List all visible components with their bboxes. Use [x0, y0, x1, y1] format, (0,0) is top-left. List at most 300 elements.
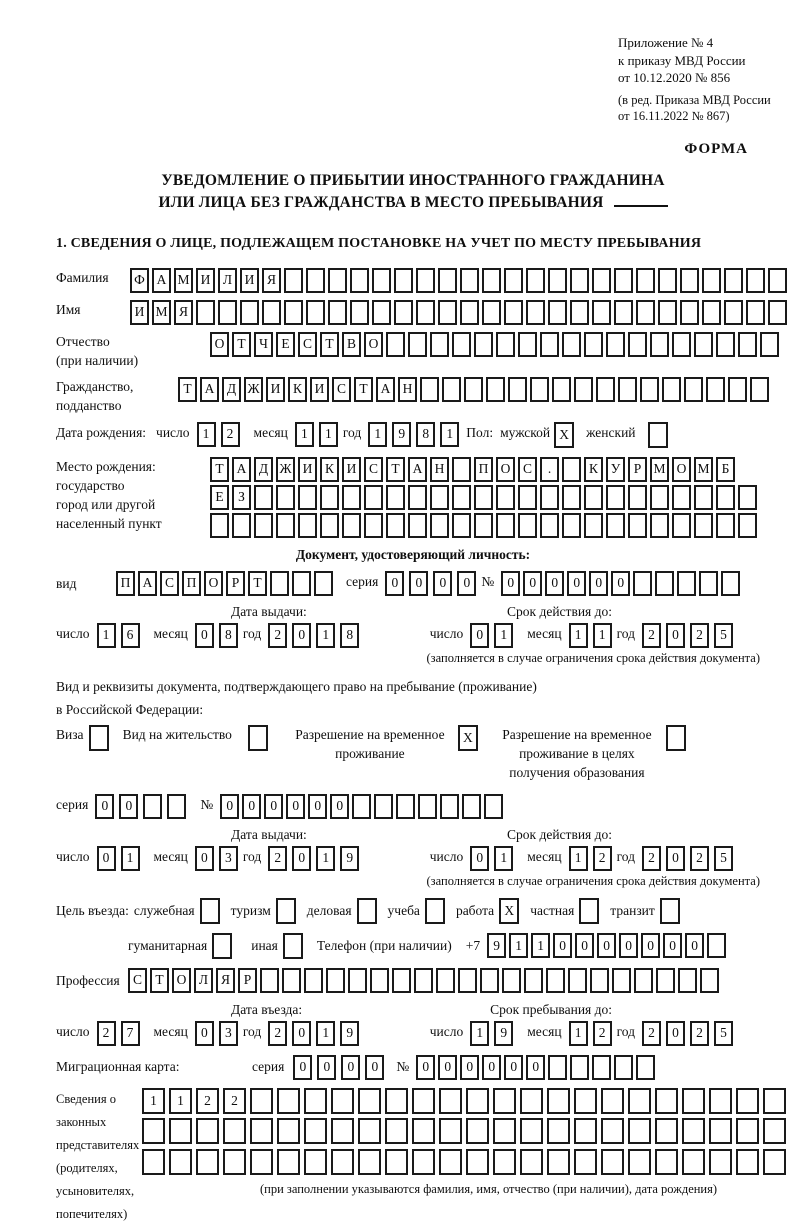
char-cell[interactable]: 8	[416, 422, 435, 447]
char-cell[interactable]	[385, 1149, 408, 1175]
char-cell[interactable]: 1	[531, 933, 550, 958]
char-cell[interactable]	[386, 513, 405, 538]
char-cell[interactable]	[636, 268, 655, 293]
char-cell[interactable]: 2	[221, 422, 240, 447]
checkbox-cell[interactable]	[666, 725, 686, 751]
char-cell[interactable]	[331, 1149, 354, 1175]
char-cell[interactable]	[408, 332, 427, 357]
char-cell[interactable]: 0	[264, 794, 283, 819]
char-cell[interactable]: 0	[292, 623, 311, 648]
char-cell[interactable]: 3	[219, 1021, 238, 1046]
char-cell[interactable]	[439, 1088, 462, 1114]
char-cell[interactable]	[282, 968, 301, 993]
char-cell[interactable]	[724, 268, 743, 293]
char-cell[interactable]	[292, 571, 311, 596]
purpose-transit-checkbox[interactable]	[660, 898, 680, 924]
char-cell[interactable]	[250, 1149, 273, 1175]
phone-cells[interactable]	[487, 933, 729, 958]
char-cell[interactable]	[439, 1118, 462, 1144]
char-cell[interactable]	[656, 968, 675, 993]
char-cell[interactable]: Т	[354, 377, 373, 402]
char-cell[interactable]: И	[310, 377, 329, 402]
birth-month-cells[interactable]	[295, 422, 343, 447]
char-cell[interactable]	[628, 1149, 651, 1175]
stay-until-day[interactable]	[470, 1021, 518, 1046]
char-cell[interactable]	[342, 485, 361, 510]
char-cell[interactable]	[618, 377, 637, 402]
char-cell[interactable]: И	[196, 268, 215, 293]
char-cell[interactable]: 0	[195, 623, 214, 648]
char-cell[interactable]: 0	[482, 1055, 501, 1080]
char-cell[interactable]	[562, 513, 581, 538]
char-cell[interactable]	[655, 1149, 678, 1175]
char-cell[interactable]: 0	[470, 846, 489, 871]
char-cell[interactable]: 0	[611, 571, 630, 596]
char-cell[interactable]	[385, 1118, 408, 1144]
purpose-other-checkbox[interactable]	[283, 933, 303, 959]
char-cell[interactable]: 1	[319, 422, 338, 447]
char-cell[interactable]	[438, 268, 457, 293]
char-cell[interactable]	[493, 1149, 516, 1175]
char-cell[interactable]: 2	[268, 623, 287, 648]
char-cell[interactable]	[592, 268, 611, 293]
char-cell[interactable]: 1	[569, 1021, 588, 1046]
char-cell[interactable]: 2	[97, 1021, 116, 1046]
char-cell[interactable]: 8	[340, 623, 359, 648]
char-cell[interactable]	[262, 300, 281, 325]
char-cell[interactable]	[574, 1118, 597, 1144]
char-cell[interactable]: 0	[292, 1021, 311, 1046]
entry-day[interactable]	[97, 1021, 145, 1046]
char-cell[interactable]	[706, 377, 725, 402]
char-cell[interactable]	[372, 300, 391, 325]
char-cell[interactable]: 0	[501, 571, 520, 596]
char-cell[interactable]	[306, 268, 325, 293]
char-cell[interactable]: Т	[210, 457, 229, 482]
char-cell[interactable]: 0	[523, 571, 542, 596]
char-cell[interactable]: 0	[317, 1055, 336, 1080]
char-cell[interactable]	[552, 377, 571, 402]
char-cell[interactable]	[394, 300, 413, 325]
stay-expiry-year[interactable]	[642, 846, 738, 871]
char-cell[interactable]	[466, 1118, 489, 1144]
char-cell[interactable]: С	[364, 457, 383, 482]
char-cell[interactable]	[636, 300, 655, 325]
stay-until-year[interactable]	[642, 1021, 738, 1046]
char-cell[interactable]: Е	[276, 332, 295, 357]
char-cell[interactable]	[210, 513, 229, 538]
char-cell[interactable]	[655, 1088, 678, 1114]
char-cell[interactable]	[736, 1088, 759, 1114]
char-cell[interactable]: 2	[642, 623, 661, 648]
char-cell[interactable]	[452, 332, 471, 357]
char-cell[interactable]: 1	[316, 846, 335, 871]
profession-cells[interactable]	[128, 968, 722, 993]
char-cell[interactable]: 1	[197, 422, 216, 447]
purpose-business-checkbox[interactable]	[357, 898, 377, 924]
char-cell[interactable]	[640, 377, 659, 402]
char-cell[interactable]: М	[650, 457, 669, 482]
char-cell[interactable]	[396, 794, 415, 819]
char-cell[interactable]: 0	[308, 794, 327, 819]
char-cell[interactable]	[350, 268, 369, 293]
char-cell[interactable]: 0	[553, 933, 572, 958]
char-cell[interactable]: Т	[150, 968, 169, 993]
char-cell[interactable]: 9	[340, 1021, 359, 1046]
char-cell[interactable]	[694, 513, 713, 538]
char-cell[interactable]: А	[232, 457, 251, 482]
char-cell[interactable]	[518, 485, 537, 510]
char-cell[interactable]: 0	[195, 846, 214, 871]
char-cell[interactable]	[614, 1055, 633, 1080]
char-cell[interactable]	[350, 300, 369, 325]
char-cell[interactable]: 1	[494, 846, 513, 871]
char-cell[interactable]	[658, 300, 677, 325]
char-cell[interactable]	[601, 1088, 624, 1114]
char-cell[interactable]	[486, 377, 505, 402]
char-cell[interactable]	[768, 268, 787, 293]
char-cell[interactable]: 1	[142, 1088, 165, 1114]
char-cell[interactable]	[142, 1149, 165, 1175]
char-cell[interactable]: Р	[226, 571, 245, 596]
char-cell[interactable]	[574, 1088, 597, 1114]
char-cell[interactable]: Я	[174, 300, 193, 325]
char-cell[interactable]	[348, 968, 367, 993]
char-cell[interactable]	[482, 268, 501, 293]
char-cell[interactable]	[540, 332, 559, 357]
char-cell[interactable]: 0	[597, 933, 616, 958]
char-cell[interactable]: В	[342, 332, 361, 357]
checkbox-cell[interactable]	[579, 898, 599, 924]
char-cell[interactable]: Я	[262, 268, 281, 293]
char-cell[interactable]	[592, 300, 611, 325]
char-cell[interactable]: 1	[440, 422, 459, 447]
char-cell[interactable]: 0	[457, 571, 476, 596]
temp-residence-checkbox[interactable]	[458, 725, 478, 751]
char-cell[interactable]	[394, 268, 413, 293]
checkbox-cell[interactable]	[212, 933, 232, 959]
char-cell[interactable]	[331, 1088, 354, 1114]
char-cell[interactable]: О	[672, 457, 691, 482]
char-cell[interactable]	[716, 513, 735, 538]
char-cell[interactable]	[682, 1118, 705, 1144]
char-cell[interactable]: 0	[685, 933, 704, 958]
char-cell[interactable]	[462, 794, 481, 819]
char-cell[interactable]: Р	[628, 457, 647, 482]
char-cell[interactable]: 1	[121, 846, 140, 871]
char-cell[interactable]	[650, 513, 669, 538]
char-cell[interactable]	[352, 794, 371, 819]
char-cell[interactable]	[460, 268, 479, 293]
char-cell[interactable]	[590, 968, 609, 993]
char-cell[interactable]	[526, 300, 545, 325]
stay-issue-month[interactable]	[195, 846, 243, 871]
char-cell[interactable]	[596, 377, 615, 402]
char-cell[interactable]	[763, 1088, 786, 1114]
birth-year-cells[interactable]	[368, 422, 464, 447]
char-cell[interactable]: О	[204, 571, 223, 596]
char-cell[interactable]	[655, 571, 674, 596]
char-cell[interactable]: О	[172, 968, 191, 993]
char-cell[interactable]	[520, 1118, 543, 1144]
char-cell[interactable]	[298, 485, 317, 510]
char-cell[interactable]: Н	[430, 457, 449, 482]
char-cell[interactable]	[672, 332, 691, 357]
identity-issue-year[interactable]	[268, 623, 364, 648]
char-cell[interactable]: Ф	[130, 268, 149, 293]
char-cell[interactable]	[548, 268, 567, 293]
char-cell[interactable]	[662, 377, 681, 402]
char-cell[interactable]	[386, 485, 405, 510]
char-cell[interactable]	[738, 513, 757, 538]
char-cell[interactable]	[574, 377, 593, 402]
char-cell[interactable]: 2	[593, 1021, 612, 1046]
char-cell[interactable]: И	[266, 377, 285, 402]
checkbox-cell[interactable]	[276, 898, 296, 924]
char-cell[interactable]	[412, 1118, 435, 1144]
char-cell[interactable]	[331, 1118, 354, 1144]
char-cell[interactable]	[694, 485, 713, 510]
char-cell[interactable]	[530, 377, 549, 402]
char-cell[interactable]: 5	[714, 1021, 733, 1046]
representatives-cells-line2[interactable]	[142, 1118, 790, 1144]
char-cell[interactable]	[526, 268, 545, 293]
char-cell[interactable]: Л	[218, 268, 237, 293]
char-cell[interactable]	[694, 332, 713, 357]
char-cell[interactable]: О	[210, 332, 229, 357]
char-cell[interactable]	[452, 457, 471, 482]
char-cell[interactable]: Т	[386, 457, 405, 482]
char-cell[interactable]	[504, 300, 523, 325]
char-cell[interactable]: А	[408, 457, 427, 482]
char-cell[interactable]	[385, 1088, 408, 1114]
char-cell[interactable]: П	[182, 571, 201, 596]
birth-place-cells-line1[interactable]	[210, 457, 738, 482]
doc-kind-cells[interactable]	[116, 571, 336, 596]
representatives-cells-line1[interactable]	[142, 1088, 790, 1114]
char-cell[interactable]	[496, 332, 515, 357]
char-cell[interactable]	[386, 332, 405, 357]
char-cell[interactable]	[480, 968, 499, 993]
char-cell[interactable]: 0	[330, 794, 349, 819]
char-cell[interactable]: Ж	[276, 457, 295, 482]
char-cell[interactable]	[370, 968, 389, 993]
visa-checkbox[interactable]	[89, 725, 109, 751]
char-cell[interactable]: 0	[470, 623, 489, 648]
char-cell[interactable]: 9	[494, 1021, 513, 1046]
char-cell[interactable]	[584, 332, 603, 357]
char-cell[interactable]	[709, 1149, 732, 1175]
char-cell[interactable]	[484, 794, 503, 819]
char-cell[interactable]: А	[376, 377, 395, 402]
char-cell[interactable]	[464, 377, 483, 402]
char-cell[interactable]: А	[138, 571, 157, 596]
char-cell[interactable]	[655, 1118, 678, 1144]
char-cell[interactable]	[277, 1149, 300, 1175]
char-cell[interactable]: 0	[504, 1055, 523, 1080]
char-cell[interactable]	[658, 268, 677, 293]
char-cell[interactable]	[304, 968, 323, 993]
char-cell[interactable]	[570, 1055, 589, 1080]
purpose-tourism-checkbox[interactable]	[276, 898, 296, 924]
char-cell[interactable]	[518, 332, 537, 357]
char-cell[interactable]	[678, 968, 697, 993]
char-cell[interactable]	[474, 513, 493, 538]
char-cell[interactable]	[601, 1149, 624, 1175]
purpose-official-checkbox[interactable]	[200, 898, 220, 924]
char-cell[interactable]	[721, 571, 740, 596]
char-cell[interactable]	[430, 485, 449, 510]
char-cell[interactable]	[672, 513, 691, 538]
char-cell[interactable]	[320, 513, 339, 538]
char-cell[interactable]: 0	[385, 571, 404, 596]
char-cell[interactable]	[439, 1149, 462, 1175]
char-cell[interactable]	[304, 1118, 327, 1144]
char-cell[interactable]	[364, 485, 383, 510]
char-cell[interactable]: 0	[460, 1055, 479, 1080]
char-cell[interactable]	[452, 513, 471, 538]
char-cell[interactable]	[452, 485, 471, 510]
char-cell[interactable]: Т	[178, 377, 197, 402]
char-cell[interactable]	[304, 1149, 327, 1175]
checkbox-cell[interactable]	[248, 725, 268, 751]
char-cell[interactable]: И	[298, 457, 317, 482]
char-cell[interactable]	[460, 300, 479, 325]
char-cell[interactable]: Я	[216, 968, 235, 993]
char-cell[interactable]	[546, 968, 565, 993]
char-cell[interactable]	[442, 377, 461, 402]
stay-expiry-month[interactable]	[569, 846, 617, 871]
char-cell[interactable]: Т	[320, 332, 339, 357]
char-cell[interactable]	[547, 1088, 570, 1114]
char-cell[interactable]: С	[160, 571, 179, 596]
char-cell[interactable]	[746, 268, 765, 293]
char-cell[interactable]	[374, 794, 393, 819]
char-cell[interactable]: М	[152, 300, 171, 325]
char-cell[interactable]	[420, 377, 439, 402]
identity-expiry-day[interactable]	[470, 623, 518, 648]
char-cell[interactable]	[562, 332, 581, 357]
char-cell[interactable]	[496, 513, 515, 538]
char-cell[interactable]: 2	[593, 846, 612, 871]
char-cell[interactable]	[306, 300, 325, 325]
char-cell[interactable]	[277, 1118, 300, 1144]
char-cell[interactable]	[592, 1055, 611, 1080]
char-cell[interactable]	[709, 1118, 732, 1144]
char-cell[interactable]: И	[342, 457, 361, 482]
char-cell[interactable]	[304, 1088, 327, 1114]
char-cell[interactable]: Д	[222, 377, 241, 402]
char-cell[interactable]: 1	[368, 422, 387, 447]
char-cell[interactable]	[680, 268, 699, 293]
patronymic-cells[interactable]	[210, 332, 782, 357]
char-cell[interactable]: 1	[509, 933, 528, 958]
char-cell[interactable]	[633, 571, 652, 596]
residence-permit-checkbox[interactable]	[248, 725, 268, 751]
char-cell[interactable]	[223, 1118, 246, 1144]
char-cell[interactable]: 0	[641, 933, 660, 958]
surname-cells[interactable]	[130, 268, 790, 293]
char-cell[interactable]: У	[606, 457, 625, 482]
char-cell[interactable]	[568, 968, 587, 993]
entry-month[interactable]	[195, 1021, 243, 1046]
char-cell[interactable]	[540, 485, 559, 510]
identity-expiry-month[interactable]	[569, 623, 617, 648]
char-cell[interactable]: 1	[316, 1021, 335, 1046]
char-cell[interactable]	[328, 300, 347, 325]
char-cell[interactable]: 9	[392, 422, 411, 447]
char-cell[interactable]	[326, 968, 345, 993]
char-cell[interactable]: 0	[365, 1055, 384, 1080]
purpose-private-checkbox[interactable]	[579, 898, 599, 924]
char-cell[interactable]: 1	[295, 422, 314, 447]
char-cell[interactable]: 8	[219, 623, 238, 648]
char-cell[interactable]: 3	[219, 846, 238, 871]
stay-expiry-day[interactable]	[470, 846, 518, 871]
char-cell[interactable]	[680, 300, 699, 325]
char-cell[interactable]	[628, 1118, 651, 1144]
checkbox-cell[interactable]: X	[458, 725, 478, 751]
char-cell[interactable]	[284, 268, 303, 293]
char-cell[interactable]	[702, 268, 721, 293]
char-cell[interactable]	[562, 485, 581, 510]
char-cell[interactable]: 0	[433, 571, 452, 596]
char-cell[interactable]: З	[232, 485, 251, 510]
char-cell[interactable]: 0	[666, 1021, 685, 1046]
char-cell[interactable]	[547, 1118, 570, 1144]
char-cell[interactable]	[736, 1149, 759, 1175]
char-cell[interactable]: К	[288, 377, 307, 402]
purpose-study-checkbox[interactable]	[425, 898, 445, 924]
checkbox-cell[interactable]	[89, 725, 109, 751]
char-cell[interactable]: Ч	[254, 332, 273, 357]
char-cell[interactable]	[276, 513, 295, 538]
char-cell[interactable]	[412, 1088, 435, 1114]
char-cell[interactable]: 2	[642, 846, 661, 871]
char-cell[interactable]: 0	[666, 623, 685, 648]
char-cell[interactable]	[496, 485, 515, 510]
char-cell[interactable]	[169, 1149, 192, 1175]
char-cell[interactable]	[412, 1149, 435, 1175]
checkbox-cell[interactable]	[357, 898, 377, 924]
char-cell[interactable]	[628, 485, 647, 510]
char-cell[interactable]: Л	[194, 968, 213, 993]
citizenship-cells[interactable]	[178, 377, 772, 402]
char-cell[interactable]	[167, 794, 186, 819]
char-cell[interactable]: 0	[545, 571, 564, 596]
checkbox-cell[interactable]: X	[499, 898, 519, 924]
char-cell[interactable]	[628, 513, 647, 538]
char-cell[interactable]	[574, 1149, 597, 1175]
char-cell[interactable]	[143, 794, 162, 819]
char-cell[interactable]: 0	[666, 846, 685, 871]
char-cell[interactable]	[223, 1149, 246, 1175]
char-cell[interactable]: 0	[663, 933, 682, 958]
char-cell[interactable]: 1	[569, 846, 588, 871]
char-cell[interactable]: 6	[121, 623, 140, 648]
char-cell[interactable]: 0	[575, 933, 594, 958]
char-cell[interactable]: А	[152, 268, 171, 293]
identity-expiry-year[interactable]	[642, 623, 738, 648]
char-cell[interactable]	[518, 513, 537, 538]
char-cell[interactable]: 0	[438, 1055, 457, 1080]
char-cell[interactable]: 7	[121, 1021, 140, 1046]
char-cell[interactable]	[636, 1055, 655, 1080]
char-cell[interactable]	[169, 1118, 192, 1144]
char-cell[interactable]	[372, 268, 391, 293]
char-cell[interactable]	[320, 485, 339, 510]
char-cell[interactable]: М	[694, 457, 713, 482]
